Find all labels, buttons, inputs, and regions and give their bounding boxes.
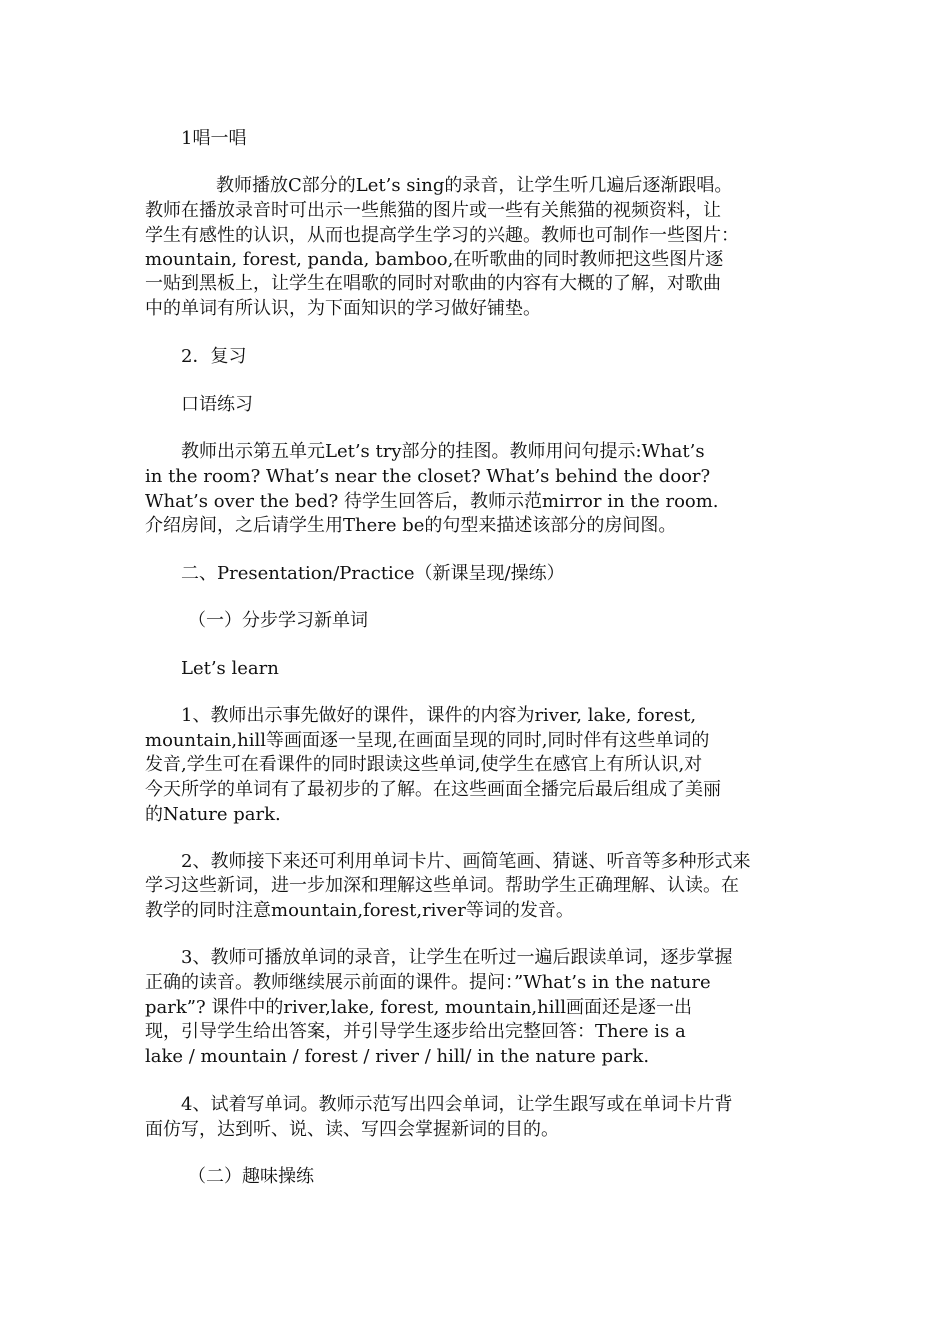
paragraph-line: mountain,hill等画面逐一呈现,在画面呈现的同时,同时伴有这些单词的 xyxy=(145,730,710,751)
section-heading-sing: 1唱一唱 xyxy=(181,128,247,149)
paragraph-line: 介绍房间，之后请学生用There be的句型来描述该部分的房间图。 xyxy=(145,515,677,536)
section-heading-presentation: 二、Presentation/Practice（新课呈现/操练） xyxy=(181,563,565,584)
paragraph-line: 教师出示第五单元Let’s try部分的挂图。教师用问句提示:What’s xyxy=(181,441,705,462)
paragraph-line: 中的单词有所认识，为下面知识的学习做好铺垫。 xyxy=(145,298,541,319)
paragraph-line: 现，引导学生给出答案，并引导学生逐步给出完整回答：There is a xyxy=(145,1021,686,1042)
paragraph-line: 教师在播放录音时可出示一些熊猫的图片或一些有关熊猫的视频资料，让 xyxy=(145,200,721,221)
paragraph-line: 3、教师可播放单词的录音，让学生在听过一遍后跟读单词，逐步掌握 xyxy=(181,947,733,968)
paragraph-line: 面仿写，达到听、说、读、写四会掌握新词的目的。 xyxy=(145,1119,559,1140)
paragraph-line: 4、试着写单词。教师示范写出四会单词，让学生跟写或在单词卡片背 xyxy=(181,1094,733,1115)
paragraph-line: 学习这些新词，进一步加深和理解这些单词。帮助学生正确理解、认读。在 xyxy=(145,875,739,896)
paragraph-line: 一贴到黑板上，让学生在唱歌的同时对歌曲的内容有大概的了解，对歌曲 xyxy=(145,273,721,294)
paragraph-line: 教师播放C部分的Let’s sing的录音，让学生听几遍后逐渐跟唱。 xyxy=(216,175,733,196)
paragraph-line: 学生有感性的认识，从而也提高学生学习的兴趣。教师也可制作一些图片： xyxy=(145,225,739,246)
section-heading-review: 2．复习 xyxy=(181,346,247,367)
paragraph-line: in the room? What’s near the closet? What’s behind the door? xyxy=(145,466,711,487)
paragraph-line: 今天所学的单词有了最初步的了解。在这些画面全播完后最后组成了美丽 xyxy=(145,779,721,800)
subsection-heading-steps: （一）分步学习新单词 xyxy=(188,610,368,631)
paragraph-line: 的Nature park. xyxy=(145,804,281,825)
lets-learn-heading: Let’s learn xyxy=(181,658,279,679)
paragraph-line: 1、教师出示事先做好的课件，课件的内容为river, lake, forest, xyxy=(181,705,697,726)
section-heading-oral: 口语练习 xyxy=(181,394,253,415)
subsection-heading-fun-practice: （二）趣味操练 xyxy=(188,1166,314,1187)
paragraph-line: mountain, forest, panda, bamboo,在听歌曲的同时教师把这些图片逐 xyxy=(145,249,724,270)
paragraph-line: lake / mountain / forest / river / hill/ in the nature park. xyxy=(145,1046,650,1067)
paragraph-line: 2、教师接下来还可利用单词卡片、画简笔画、猜谜、听音等多种形式来 xyxy=(181,851,751,872)
paragraph-line: What’s over the bed? 待学生回答后，教师示范mirror in the room. xyxy=(145,491,719,512)
paragraph-line: 教学的同时注意mountain,forest,river等词的发音。 xyxy=(145,900,574,921)
paragraph-line: 正确的读音。教师继续展示前面的课件。提问：”What’s in the nature xyxy=(145,972,711,993)
paragraph-line: 发音,学生可在看课件的同时跟读这些单词,使学生在感官上有所认识,对 xyxy=(145,754,703,775)
paragraph-line: park”? 课件中的river,lake, forest, mountain,hill画面还是逐一出 xyxy=(145,997,693,1018)
